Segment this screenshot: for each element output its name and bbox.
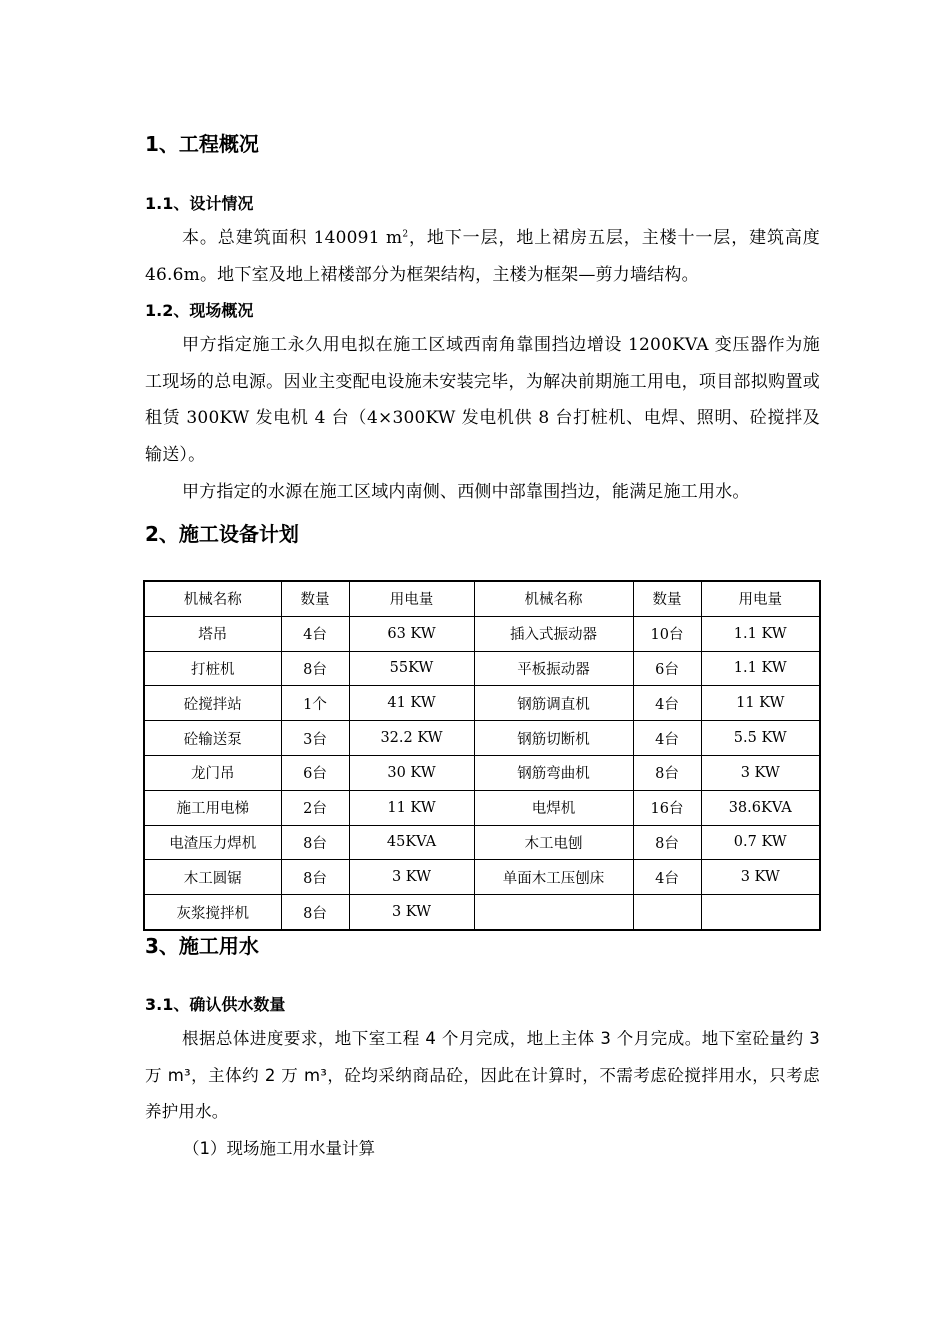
- table-cell: 塔吊: [144, 616, 281, 651]
- section-heading-1-1: 1.1、设计情况: [145, 194, 254, 213]
- table-cell: 11 KW: [349, 790, 474, 825]
- table-cell: 木工圆锯: [144, 860, 281, 895]
- table-row: [144, 755, 820, 790]
- table-cell: 45KVA: [349, 825, 474, 860]
- table-cell: 8台: [633, 825, 701, 860]
- table-cell: 钢筋弯曲机: [474, 755, 633, 790]
- design-paragraph-text-b: ，地下一层，地上裙房五层，主楼十一层，建筑高度 46.6m。地下室及地上裙楼部分为框架结构，主楼为框架—剪力墙结构。: [145, 228, 820, 285]
- table-cell: 钢筋切断机: [474, 721, 633, 756]
- table-row: [144, 651, 820, 686]
- table-row: [144, 825, 820, 860]
- table-row: [144, 895, 820, 930]
- table-cell: 5.5 KW: [701, 721, 820, 756]
- table-cell: 单面木工压刨床: [474, 860, 633, 895]
- table-cell: 32.2 KW: [349, 721, 474, 756]
- water-calc-item-1: （1）现场施工用水量计算: [183, 1139, 375, 1158]
- table-cell: 砼搅拌站: [144, 686, 281, 721]
- table-cell: 钢筋调直机: [474, 686, 633, 721]
- table-cell: 砼输送泵: [144, 721, 281, 756]
- table-header-row: [144, 581, 820, 616]
- table-cell: 8台: [281, 825, 349, 860]
- table-cell: 3 KW: [349, 860, 474, 895]
- section-heading-3: 3、施工用水: [145, 934, 259, 958]
- table-cell: 木工电刨: [474, 825, 633, 860]
- design-paragraph: [145, 220, 820, 293]
- table-header-cell: 机械名称: [474, 581, 633, 616]
- table-cell: 施工用电梯: [144, 790, 281, 825]
- table-cell: 3台: [281, 721, 349, 756]
- table-row: [144, 616, 820, 651]
- table-cell: [474, 895, 633, 930]
- table-cell: 8台: [281, 895, 349, 930]
- table-cell: 电渣压力焊机: [144, 825, 281, 860]
- table-cell: 灰浆搅拌机: [144, 895, 281, 930]
- table-cell: 1.1 KW: [701, 651, 820, 686]
- table-cell: 插入式振动器: [474, 616, 633, 651]
- table-header-cell: 用电量: [349, 581, 474, 616]
- table-row: [144, 860, 820, 895]
- table-cell: 38.6KVA: [701, 790, 820, 825]
- table-cell: 4台: [633, 721, 701, 756]
- table-cell: 4台: [281, 616, 349, 651]
- section-heading-2: 2、施工设备计划: [145, 522, 299, 546]
- table-cell: 1个: [281, 686, 349, 721]
- table-cell: 2台: [281, 790, 349, 825]
- superscript-2: 2: [402, 229, 409, 240]
- table-cell: 3 KW: [349, 895, 474, 930]
- table-cell: 电焊机: [474, 790, 633, 825]
- design-paragraph-text-a: 本。总建筑面积 140091 m: [182, 228, 403, 248]
- section-heading-3-1: 3.1、确认供水数量: [145, 995, 286, 1014]
- table-cell: 30 KW: [349, 755, 474, 790]
- table-row: [144, 790, 820, 825]
- table-row: [144, 686, 820, 721]
- table-cell: 8台: [281, 860, 349, 895]
- table-cell: 4台: [633, 860, 701, 895]
- section-heading-1-2: 1.2、现场概况: [145, 301, 254, 320]
- table-cell: 55KW: [349, 651, 474, 686]
- equipment-table: [143, 580, 821, 931]
- table-cell: 龙门吊: [144, 755, 281, 790]
- table-header-cell: 数量: [633, 581, 701, 616]
- table-header-cell: 数量: [281, 581, 349, 616]
- water-supply-paragraph: 根据总体进度要求，地下室工程 4 个月完成，地上主体 3 个月完成。地下室砼量约 3 万 m³，主体约 2 万 m³，砼均采纳商品砼，因此在计算时，不需考虑砼搅拌用水，只考虑养护用水。: [145, 1029, 820, 1122]
- table-cell: 1.1 KW: [701, 616, 820, 651]
- table-cell: 6台: [281, 755, 349, 790]
- table-cell: [701, 895, 820, 930]
- table-cell: 63 KW: [349, 616, 474, 651]
- section-heading-1: 1、工程概况: [145, 132, 259, 156]
- table-header-cell: 机械名称: [144, 581, 281, 616]
- site-paragraph-1: 甲方指定施工永久用电拟在施工区域西南角靠围挡边增设 1200KVA 变压器作为施工现场的总电源。因业主变配电设施未安装完毕，为解决前期施工用电，项目部拟购置或租赁 300KW 发电机 4 台（4×300KW 发电机供 8 台打桩机、电焊、照明、砼搅拌及输送）。: [145, 335, 820, 465]
- table-cell: 6台: [633, 651, 701, 686]
- table-cell: 3 KW: [701, 860, 820, 895]
- table-cell: 打桩机: [144, 651, 281, 686]
- table-header-cell: 用电量: [701, 581, 820, 616]
- table-row: [144, 721, 820, 756]
- table-cell: 41 KW: [349, 686, 474, 721]
- table-cell: 8台: [281, 651, 349, 686]
- table-cell: 3 KW: [701, 755, 820, 790]
- table-cell: 4台: [633, 686, 701, 721]
- table-cell: 0.7 KW: [701, 825, 820, 860]
- table-cell: 8台: [633, 755, 701, 790]
- table-cell: 11 KW: [701, 686, 820, 721]
- table-cell: [633, 895, 701, 930]
- table-cell: 10台: [633, 616, 701, 651]
- site-paragraph-2: 甲方指定的水源在施工区域内南侧、西侧中部靠围挡边，能满足施工用水。: [182, 482, 750, 502]
- table-cell: 16台: [633, 790, 701, 825]
- table-cell: 平板振动器: [474, 651, 633, 686]
